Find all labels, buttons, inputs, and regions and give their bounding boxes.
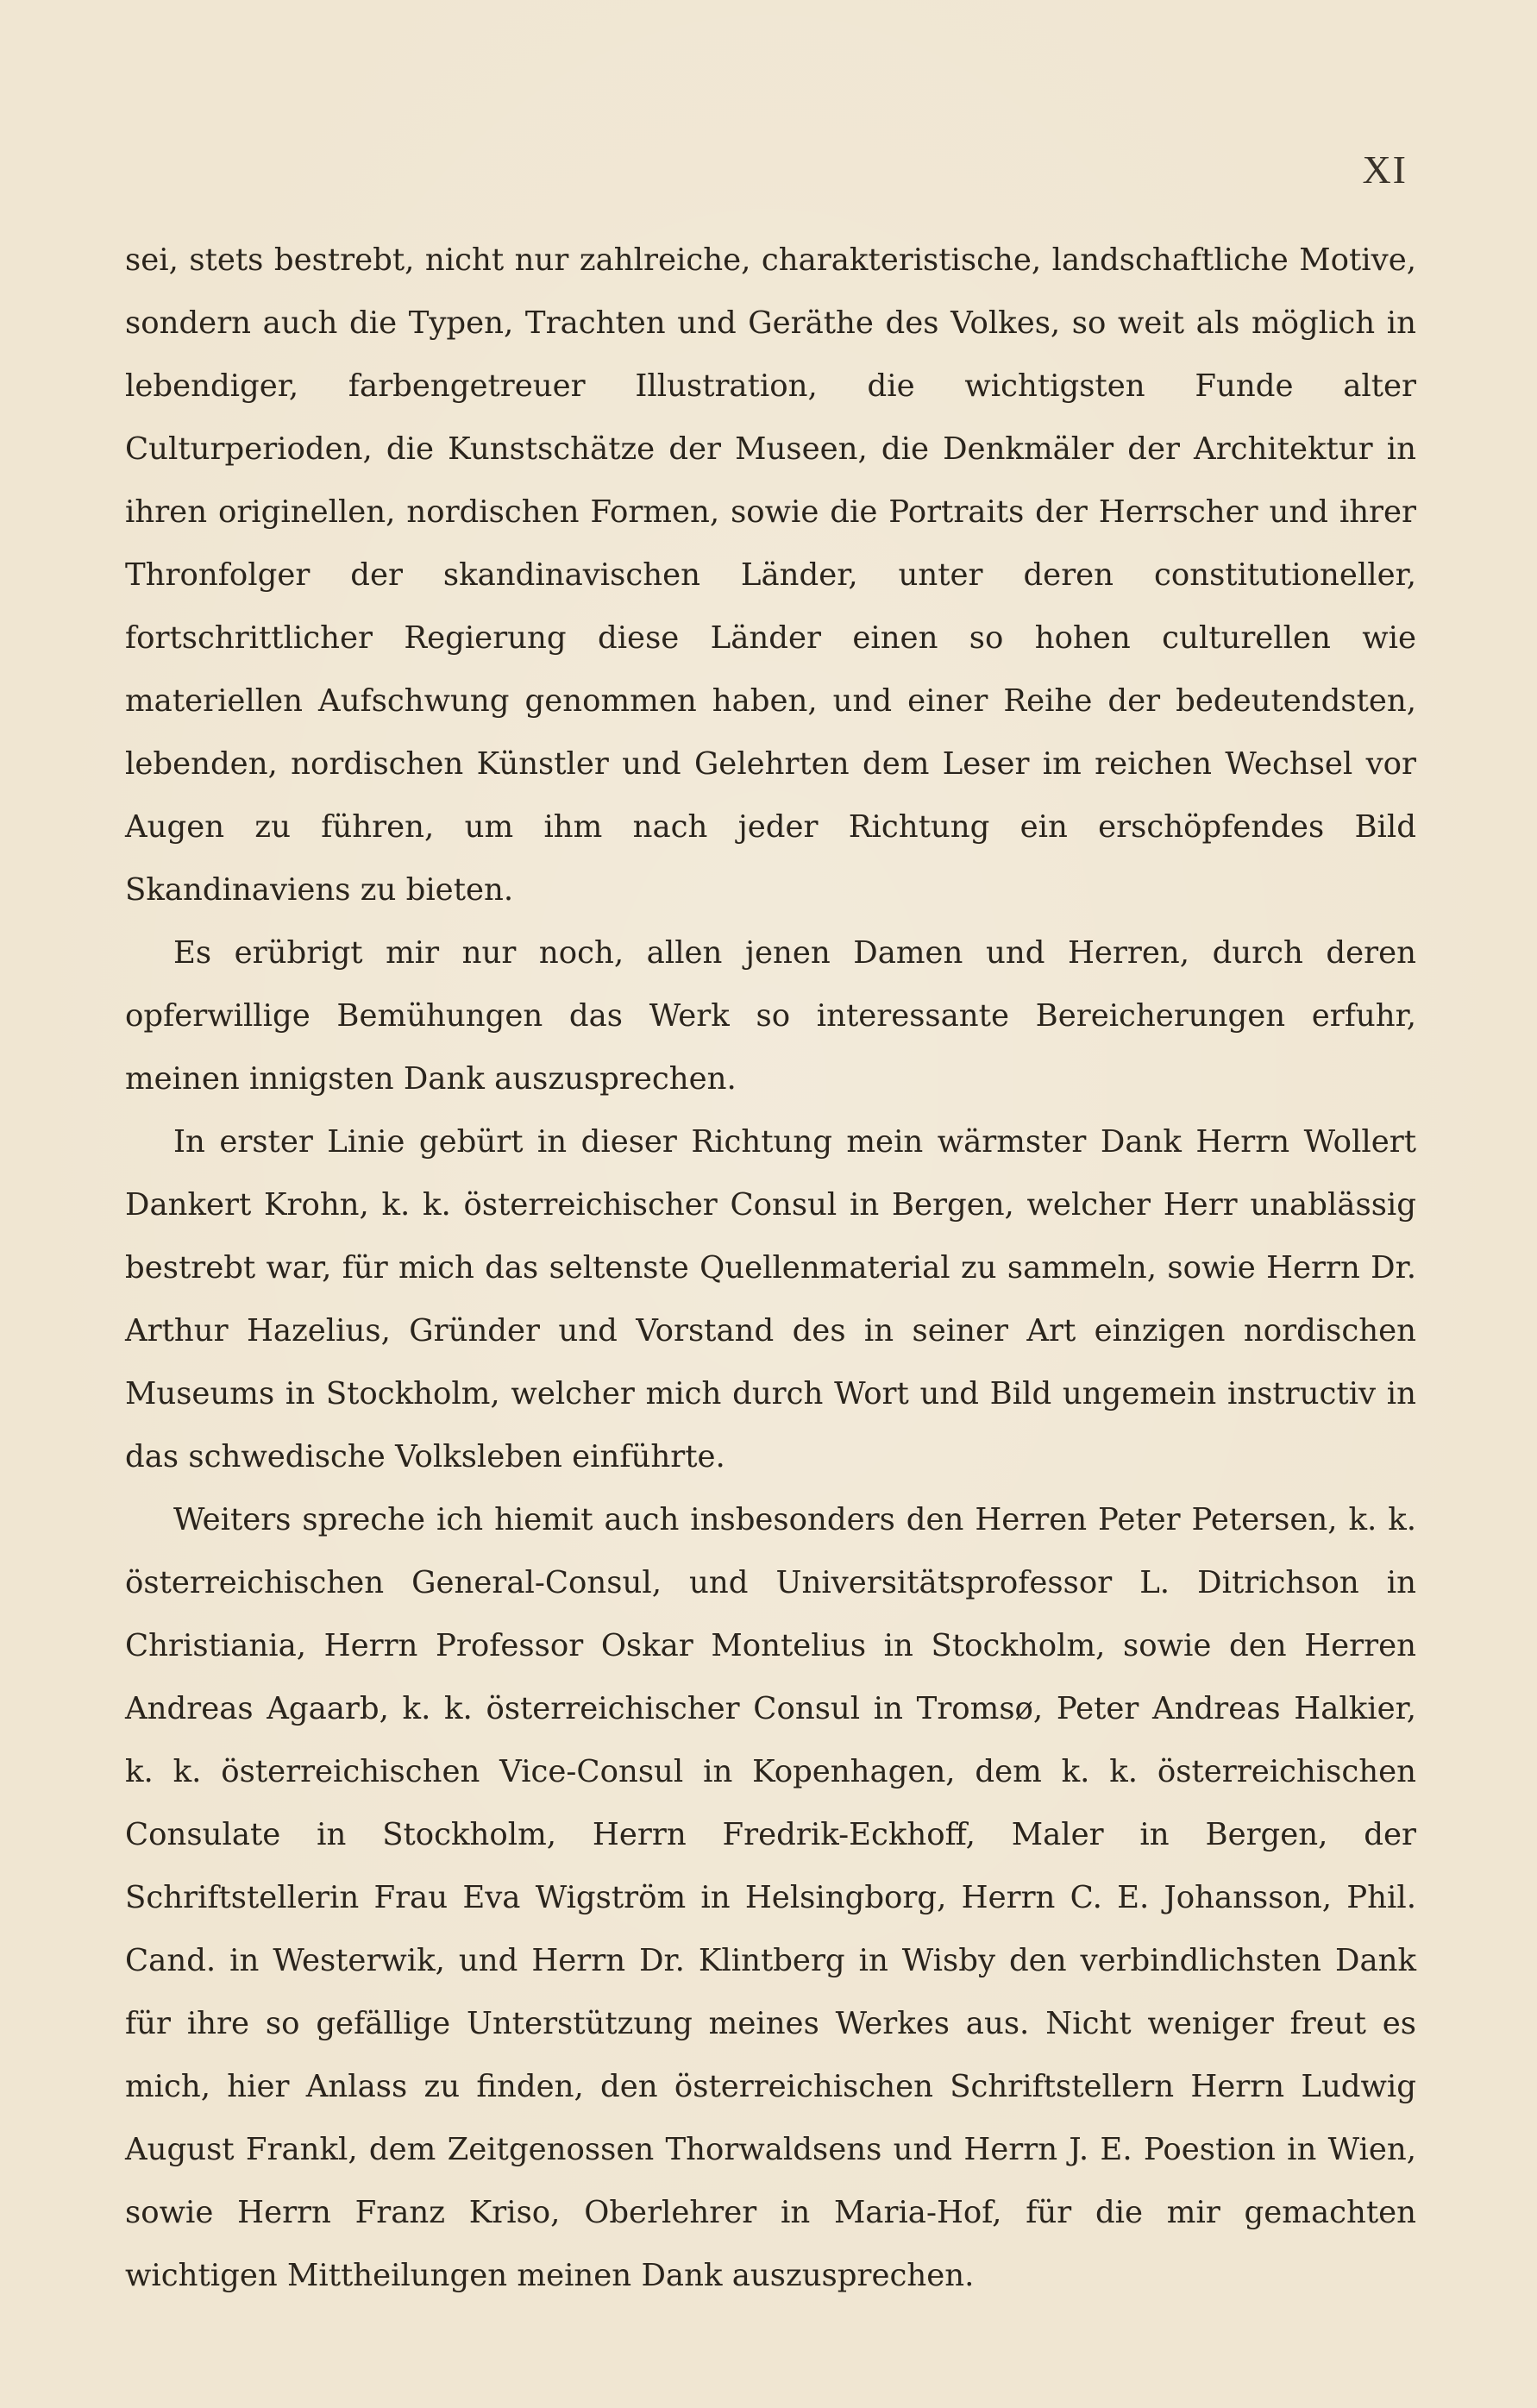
body-text (125, 229, 1416, 2307)
paragraph-1: sei, stets bestrebt, nicht nur zahlreiche, charakteristische, landschaftliche Motive, sondern auch die Typen, Trachten und Geräthe des Volkes, so weit als möglich in lebendiger, farbengetreuer Illustration, die wichtigsten Funde alter Culturperioden, die Kunstschätze der Museen, die Denkmäler der Architektur in ihren originellen, nordischen Formen, sowie die Portraits der Herrscher und ihrer Thronfolger der skandinavischen Länder, unter deren constitutioneller, fortschrittlicher Regierung diese Länder einen so hohen culturellen wie materiellen Aufschwung genommen haben, und einer Reihe der bedeutendsten, lebenden, nordischen Künstler und Gelehrten dem Leser im reichen Wechsel vor Augen zu führen, um ihm nach jeder Richtung ein erschöpfendes Bild Skandinaviens zu bieten. (125, 242, 1416, 908)
paragraph-2: Es erübrigt mir nur noch, allen jenen Damen und Herren, durch deren opferwillige Bemühungen das Werk so interessante Bereicherungen erfuhr, meinen innigsten Dank auszusprechen. (125, 935, 1416, 1097)
paragraph-3: In erster Linie gebürt in dieser Richtung mein wärmster Dank Herrn Wollert Dankert Krohn, k. k. österreichischer Consul in Bergen, welcher Herr unablässig bestrebt war, für mich das seltenste Quellenmaterial zu sammeln, sowie Herrn Dr. Arthur Hazelius, Gründer und Vorstand des in seiner Art einzigen nordischen Museums in Stockholm, welcher mich durch Wort und Bild ungemein instructiv in das schwedische Volksleben einführte. (125, 1124, 1416, 1474)
page-number: XI (1362, 148, 1408, 192)
paragraph-4: Weiters spreche ich hiemit auch insbesonders den Herren Peter Petersen, k. k. österreichischen General-Consul, und Universitätsprofessor L. Ditrichson in Christiania, Herrn Professor Oskar Montelius in Stockholm, sowie den Herren Andreas Agaarb, k. k. österreichischer Consul in Tromsø, Peter Andreas Halkier, k. k. österreichischen Vice-Consul in Kopenhagen, dem k. k. österreichischen Consulate in Stockholm, Herrn Fredrik-Eckhoff, Maler in Bergen, der Schriftstellerin Frau Eva Wigström in Helsingborg, Herrn C. E. Johansson, Phil. Cand. in Westerwik, und Herrn Dr. Klintberg in Wisby den verbindlichsten Dank für ihre so gefällige Unterstützung meines Werkes aus. Nicht weniger freut es mich, hier Anlass zu finden, den österreichischen Schriftstellern Herrn Ludwig August Frankl, dem Zeitgenossen Thorwaldsens und Herrn J. E. Poestion in Wien, sowie Herrn Franz Kriso, Oberlehrer in Maria-Hof, für die mir gemachten wichtigen Mittheilungen meinen Dank auszusprechen. (125, 1502, 1416, 2293)
